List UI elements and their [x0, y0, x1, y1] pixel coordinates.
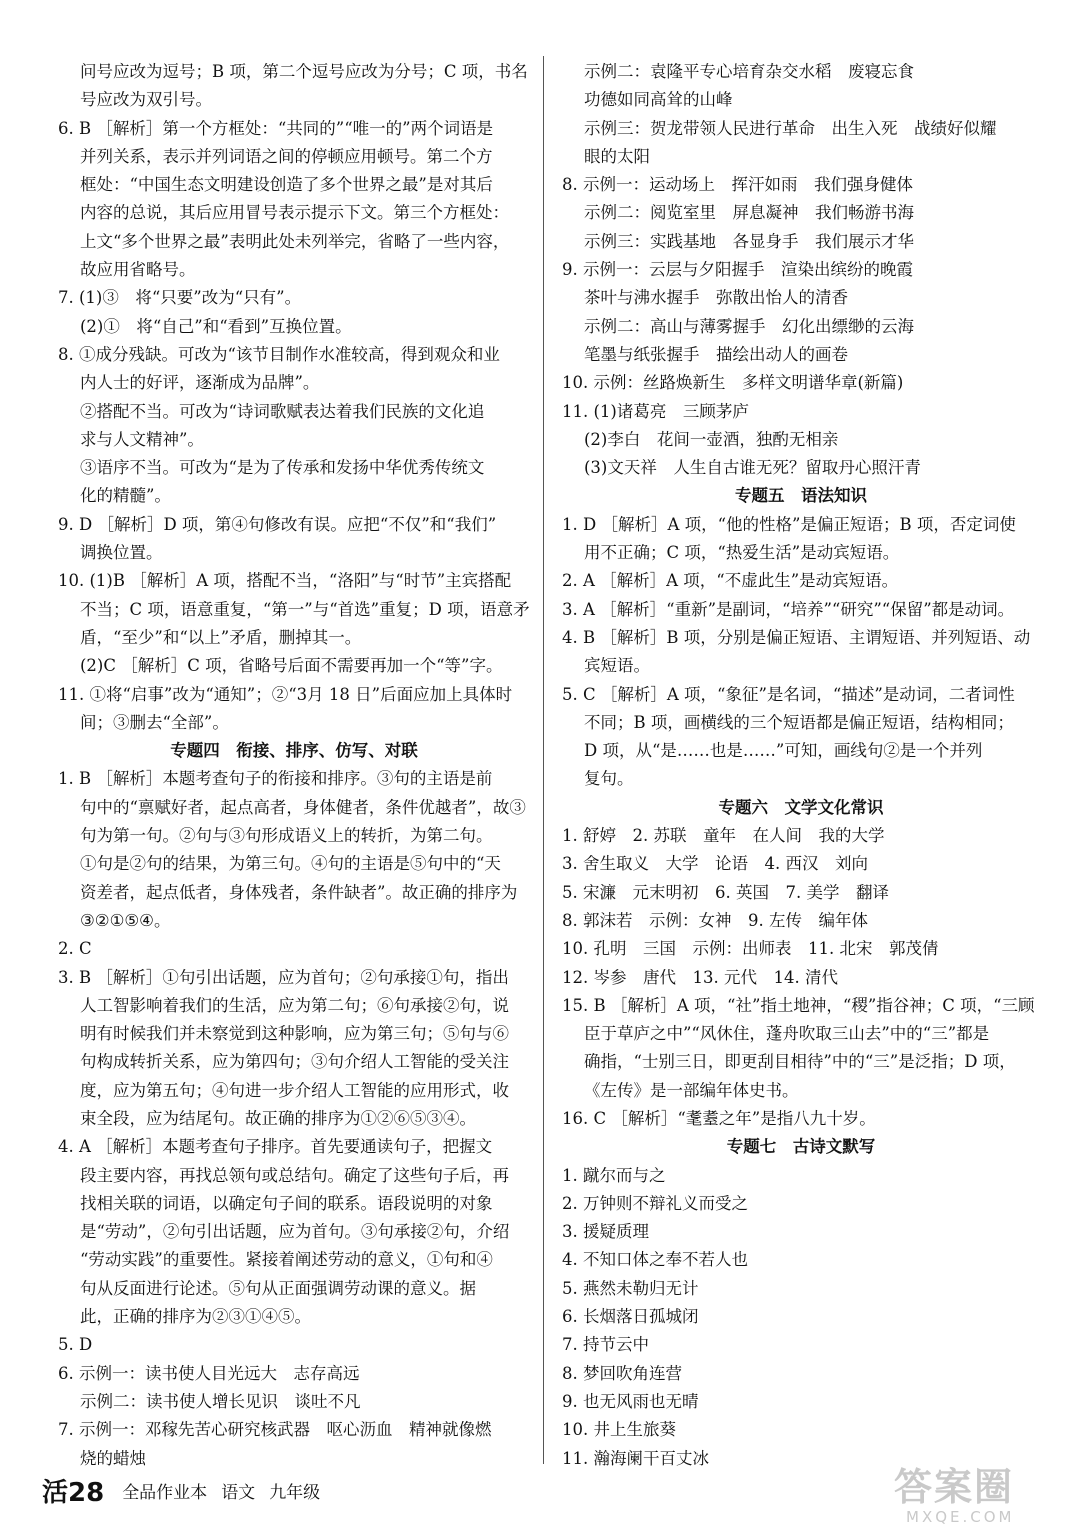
answer-line: 是“劳动”，②句引出话题，应为首句。③句承接②句，介绍	[80, 1222, 510, 1242]
page-footer	[42, 1474, 334, 1506]
answer-line: 示例三：贺龙带领人民进行革命 出生入死 战绩好似耀	[584, 118, 997, 138]
answer-line: (3)文天祥 人生自古谁无死？留取丹心照汗青	[584, 458, 921, 478]
answer-line: 调换位置。	[80, 543, 163, 563]
answer-line: 16. C ［解析］“耄耋之年”是指八九十岁。	[562, 1108, 876, 1128]
answer-line: 2. 万钟则不辩礼义而受之	[562, 1193, 748, 1213]
answer-line: 句为第一句。②句与③句形成语义上的转折，为第二句。	[80, 826, 493, 846]
answer-line: 用不正确；C 项，“热爱生活”是动宾短语。	[584, 543, 900, 563]
answer-line: 茶叶与沸水握手 弥散出怡人的清香	[584, 288, 848, 308]
answer-line: 复句。	[584, 769, 634, 789]
answer-line: ②搭配不当。可改为“诗词歌赋表达着我们民族的文化追	[80, 401, 485, 421]
answer-line: 11. ①将“启事”改为“通知”；②“3月 18 日”后面应加上具体时	[58, 684, 513, 704]
answer-line: ③②①⑤④。	[80, 910, 171, 930]
answer-line: 4. B ［解析］B 项，分别是偏正短语、主谓短语、并列短语、动	[562, 627, 1031, 647]
answer-line: 求与人文精神”。	[80, 429, 204, 449]
answer-line: 12. 岑参 唐代 13. 元代 14. 清代	[562, 967, 838, 987]
answer-line: 5. C ［解析］A 项，“象征”是名词，“描述”是动词，二者词性	[562, 684, 1015, 704]
answer-line: “劳动实践”的重要性。紧接着阐述劳动的意义，①句和④	[80, 1250, 493, 1270]
answer-line: 6. 长烟落日孤城闭	[562, 1307, 699, 1327]
answer-line: 《左传》是一部编年体史书。	[584, 1080, 799, 1100]
answer-line: 臣于草庐之中”“风休住，蓬舟吹取三山去”中的“三”都是	[584, 1024, 990, 1044]
answer-line: 9. 也无风雨也无晴	[562, 1391, 699, 1411]
answer-line: 明有时候我们并未察觉到这种影响，应为第三句；⑤句与⑥	[80, 1024, 509, 1044]
answer-line: 内人士的好评，逐渐成为品牌”。	[80, 373, 320, 393]
answer-line: 化的精髓”。	[80, 486, 171, 506]
answer-line: 确指，“士别三日，即更刮目相待”中的“三”是泛指；D 项，	[584, 1052, 1016, 1072]
answer-line: 问号应改为逗号；B 项，第二个逗号应改为分号；C 项，书名	[80, 62, 528, 81]
answer-line: 度，应为第五句；④句进一步介绍人工智能的应用形式，收	[80, 1080, 509, 1100]
answer-line: 烧的蜡烛	[80, 1448, 146, 1468]
answer-line: 段主要内容，再找总领句或总结句。确定了这些句子后，再	[80, 1165, 509, 1185]
answer-line: 3. 援疑质理	[562, 1222, 649, 1242]
answer-line: 示例二：阅览室里 屏息凝神 我们畅游书海	[584, 203, 914, 223]
answer-line: 5. D	[58, 1335, 93, 1355]
answer-line: 资差者，起点低者，身体残者，条件缺者”。故正确的排序为	[80, 882, 518, 902]
answer-line: 笔墨与纸张握手 描绘出动人的画卷	[584, 344, 848, 364]
section-heading: 专题六 文学文化常识	[718, 797, 884, 817]
answer-line: 3. B ［解析］①句引出话题，应为首句；②句承接①句，指出	[58, 967, 509, 987]
left-column	[58, 58, 530, 1473]
answer-line: 1. 舒婷 2. 苏联 童年 在人间 我的大学	[562, 826, 885, 846]
answer-line: 示例二：读书使人增长见识 谈吐不凡	[80, 1391, 361, 1411]
answer-line: D 项，从“是……也是……”可知，画线句②是一个并列	[584, 741, 983, 761]
answer-line: (2)C ［解析］C 项，省略号后面不需要再加一个“等”字。	[80, 656, 503, 676]
answer-line: (2)① 将“自己”和“看到”互换位置。	[80, 316, 352, 336]
answer-line: 8. ①成分残缺。可改为“该节目制作水准较高，得到观众和业	[58, 344, 500, 364]
answer-line: 4. A ［解析］本题考查句子排序。首先要通读句子，把握文	[58, 1137, 493, 1157]
answer-line: 5. 宋濂 元末明初 6. 英国 7. 美学 翻译	[562, 882, 889, 902]
answer-line: 上文“多个世界之最”表明此处未列举完，省略了一些内容，	[80, 231, 510, 251]
watermark-main: 答案圈	[894, 1465, 1015, 1509]
answer-line: 8. 郭沫若 示例：女神 9. 左传 编年体	[562, 910, 868, 930]
answer-line: 10. 示例：丝路焕新生 多样文明谱华章(新篇)	[562, 373, 904, 393]
answer-line: 8. 梦回吹角连营	[562, 1363, 682, 1383]
answer-line: 故应用省略号。	[80, 260, 196, 280]
answer-line: 6. 示例一：读书使人目光远大 志存高远	[58, 1363, 360, 1383]
answer-line: 宾短语。	[584, 656, 650, 676]
section-heading: 专题七 古诗文默写	[726, 1137, 876, 1157]
answer-line: ①句是②句的结果，为第三句。④句的主语是⑤句中的“天	[80, 854, 501, 874]
answer-line: 7. 持节云中	[562, 1335, 649, 1355]
answer-line: 并列关系，表示并列词语之间的停顿应用顿号。第二个方	[80, 146, 493, 166]
answer-line: 6. B ［解析］第一个方框处：“共同的”“唯一的”两个词语是	[58, 118, 494, 138]
answer-line: 1. B ［解析］本题考查句子的衔接和排序。③句的主语是前	[58, 769, 493, 789]
watermark-logo	[894, 1466, 1054, 1532]
answer-line: 3. A ［解析］“重新”是副词，“培养”“研究”“保留”都是动词。	[562, 599, 1015, 619]
answer-line: 1. D ［解析］A 项，“他的性格”是偏正短语；B 项，否定词使	[562, 514, 1016, 534]
answer-line: 号应改为双引号。	[80, 90, 212, 110]
answer-line: 2. A ［解析］A 项，“不虚此生”是动宾短语。	[562, 571, 899, 591]
answer-line: 此，正确的排序为②③①④⑤。	[80, 1307, 311, 1327]
answer-line: 7. 示例一：邓稼先苦心研究核武器 呕心沥血 精神就像燃	[58, 1420, 492, 1440]
answer-line: 句构成转折关系，应为第四句；③句介绍人工智能的受关注	[80, 1052, 509, 1072]
page-number: 活28	[42, 1477, 105, 1508]
answer-line: 句从反面进行论述。⑤句从正面强调劳动课的意义。据	[80, 1278, 476, 1298]
grade-label: 九年级	[269, 1482, 321, 1503]
answer-line: 不同；B 项，画横线的三个短语都是偏正短语，结构相同；	[584, 712, 1014, 732]
answer-line: 11. (1)诸葛亮 三顾茅庐	[562, 401, 749, 421]
section-heading: 专题四 衔接、排序、仿写、对联	[170, 741, 418, 761]
subject-label: 语文	[221, 1482, 256, 1503]
answer-line: 不当；C 项，语意重复，“第一”与“首选”重复；D 项，语意矛	[80, 599, 530, 619]
answer-line: 7. (1)③ 将“只要”改为“只有”。	[58, 288, 302, 308]
answer-line: 盾，“至少”和“以上”矛盾，删掉其一。	[80, 627, 362, 647]
answer-line: 10. 孔明 三国 示例：出师表 11. 北宋 郭茂倩	[562, 939, 939, 959]
answer-line: 9. 示例一：云层与夕阳握手 渲染出缤纷的晚霞	[562, 260, 913, 280]
answer-line: 框处：“中国生态文明建设创造了多个世界之最”是对其后	[80, 175, 493, 195]
answer-line: 10. (1)B ［解析］A 项，搭配不当，“洛阳”与“时节”主宾搭配	[58, 571, 512, 591]
answer-line: 束全段，应为结尾句。故正确的排序为①②⑥⑤③④。	[80, 1108, 476, 1128]
answer-line: 4. 不知口体之奉不若人也	[562, 1250, 748, 1270]
answer-line: 间；③删去“全部”。	[80, 712, 229, 732]
answer-line: 8. 示例一：运动场上 挥汗如雨 我们强身健体	[562, 175, 913, 195]
answer-line: 功德如同高耸的山峰	[584, 90, 733, 110]
answer-line: 9. D ［解析］D 项，第④句修改有误。应把“不仅”和“我们”	[58, 514, 497, 534]
answer-line: 2. C	[58, 939, 92, 959]
answer-line: 示例二：高山与薄雾握手 幻化出缥缈的云海	[584, 316, 914, 336]
answer-line: 人工智影响着我们的生活，应为第二句；⑥句承接②句，说	[80, 995, 509, 1015]
answer-line: 10. 井上生旅葵	[562, 1420, 676, 1440]
answer-line: 句中的“禀赋好者，起点高者，身体健者，条件优越者”，故③	[80, 797, 526, 817]
answer-line: ③语序不当。可改为“是为了传承和发扬中华优秀传统文	[80, 458, 485, 478]
book-title: 全品作业本	[122, 1482, 208, 1503]
answer-line: 找相关联的词语，以确定句子间的联系。语段说明的对象	[80, 1193, 493, 1213]
answer-line: 眼的太阳	[584, 146, 650, 166]
column-divider	[543, 56, 544, 1464]
answer-line: 3. 舍生取义 大学 论语 4. 西汉 刘向	[562, 854, 868, 874]
answer-line: 11. 瀚海阑干百丈冰	[562, 1448, 709, 1468]
answer-line: 内容的总说，其后应用冒号表示提示下文。第三个方框处：	[80, 203, 509, 223]
answer-line: 示例三：实践基地 各显身手 我们展示才华	[584, 231, 914, 251]
answer-line: 1. 蹴尔而与之	[562, 1165, 666, 1185]
section-heading: 专题五 语法知识	[735, 486, 867, 506]
answer-line: 15. B ［解析］A 项，“社”指土地神，“稷”指谷神；C 项，“三顾	[562, 995, 1035, 1015]
right-column	[562, 58, 1040, 1473]
answer-line: 示例二：袁隆平专心培育杂交水稻 废寝忘食	[584, 62, 914, 81]
answer-line: (2)李白 花间一壶酒，独酌无相亲	[584, 429, 839, 449]
answer-line: 5. 燕然未勒归无计	[562, 1278, 699, 1298]
watermark-url: MXQE.COM	[906, 1508, 1015, 1526]
